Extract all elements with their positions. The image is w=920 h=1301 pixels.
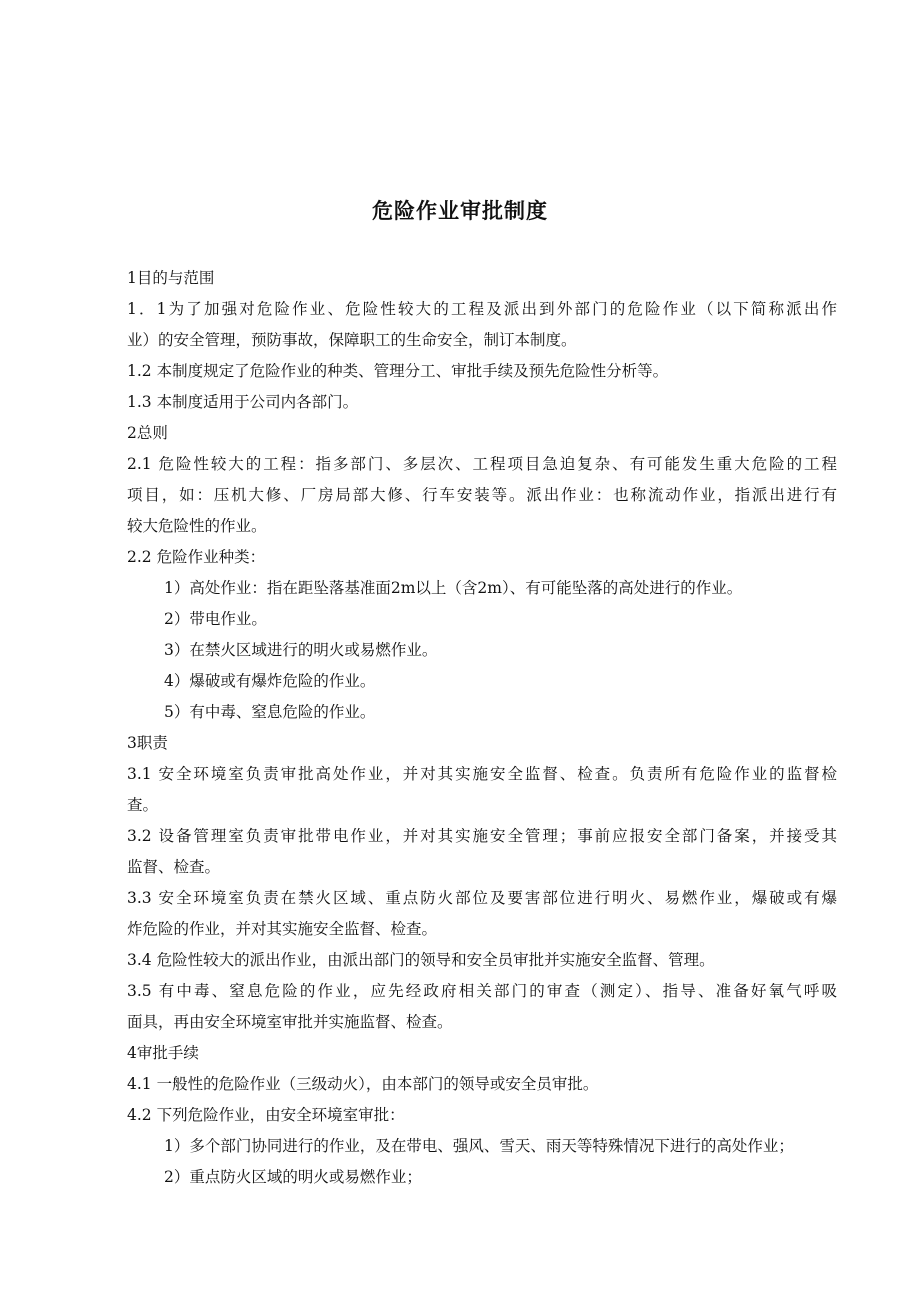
section-heading: 1目的与范围 — [127, 269, 215, 287]
paragraph-line: 4.1 一般性的危险作业（三级动火），由本部门的领导或安全员审批。 — [127, 1075, 599, 1093]
section-heading: 2总则 — [127, 424, 168, 442]
paragraph-line: 3.3 安全环境室负责在禁火区域、重点防火部位及要害部位进行明火、易燃作业，爆破或有爆 — [127, 889, 837, 907]
paragraph-line: 4.2 下列危险作业，由安全环境室审批： — [127, 1106, 405, 1124]
list-item: 2）重点防火区域的明火或易燃作业； — [164, 1168, 422, 1186]
paragraph-line: 1.3 本制度适用于公司内各部门。 — [127, 393, 359, 411]
list-item: 4）爆破或有爆炸危险的作业。 — [164, 672, 376, 690]
paragraph-line: 1．1为了加强对危险作业、危险性较大的工程及派出到外部门的危险作业（以下简称派出作 — [127, 300, 837, 318]
section-heading: 4审批手续 — [127, 1044, 199, 1062]
list-item: 3）在禁火区域进行的明火或易燃作业。 — [164, 641, 438, 659]
paragraph-line: 监督、检查。 — [127, 858, 221, 876]
paragraph-line: 1.2 本制度规定了危险作业的种类、管理分工、审批手续及预先危险性分析等。 — [127, 362, 669, 380]
list-item: 2）带电作业。 — [164, 610, 267, 628]
list-item: 1）高处作业：指在距坠落基准面2m以上（含2m）、有可能坠落的高处进行的作业。 — [164, 579, 743, 597]
paragraph-line: 面具，再由安全环境室审批并实施监督、检查。 — [127, 1013, 453, 1031]
paragraph-line: 3.1 安全环境室负责审批高处作业，并对其实施安全监督、检查。负责所有危险作业的监督检 — [127, 765, 837, 783]
section-heading: 3职责 — [127, 734, 168, 752]
paragraph-line: 炸危险的作业，并对其实施安全监督、检查。 — [127, 920, 438, 938]
paragraph-line: 3.4 危险性较大的派出作业，由派出部门的领导和安全员审批并实施安全监督、管理。 — [127, 951, 715, 969]
paragraph-line: 业）的安全管理，预防事故，保障职工的生命安全，制订本制度。 — [127, 331, 577, 349]
paragraph-line: 项目，如：压机大修、厂房局部大修、行车安装等。派出作业：也称流动作业，指派出进行有 — [127, 486, 837, 504]
paragraph-line: 较大危险性的作业。 — [127, 517, 267, 535]
paragraph-line: 2.2 危险作业种类： — [127, 548, 266, 566]
paragraph-line: 查。 — [127, 796, 159, 814]
page-title: 危险作业审批制度 — [372, 199, 548, 223]
list-item: 5）有中毒、窒息危险的作业。 — [164, 703, 376, 721]
document-body — [127, 263, 837, 1193]
list-item: 1）多个部门协同进行的作业，及在带电、强风、雪天、雨天等特殊情况下进行的高处作业； — [164, 1137, 794, 1155]
paragraph-line: 3.2 设备管理室负责审批带电作业，并对其实施安全管理；事前应报安全部门备案，并接受其 — [127, 827, 837, 845]
paragraph-line: 2.1 危险性较大的工程：指多部门、多层次、工程项目急迫复杂、有可能发生重大危险的工程 — [127, 455, 837, 473]
paragraph-line: 3.5 有中毒、窒息危险的作业，应先经政府相关部门的审查（测定）、指导、准备好氧气呼吸 — [127, 982, 837, 1000]
